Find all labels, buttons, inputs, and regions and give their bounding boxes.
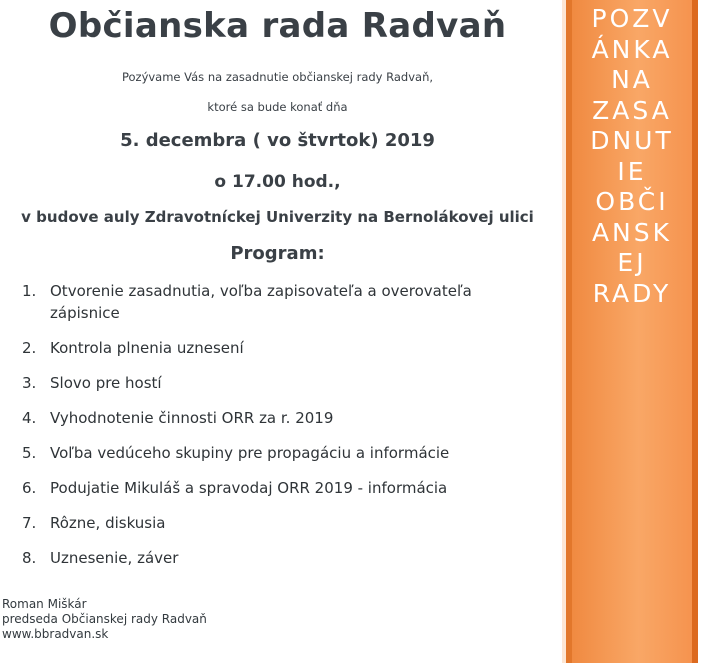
program-item-number: 5.	[22, 444, 37, 462]
sidebar-title-line: NA	[611, 65, 653, 94]
program-item-number: 6.	[22, 479, 37, 497]
program-item-text: Uznesenie, záver	[50, 549, 179, 567]
program-item-text: Rôzne, diskusia	[50, 514, 166, 532]
program-item-number: 4.	[22, 409, 37, 427]
program-item-text-continued: zápisnice	[50, 304, 120, 322]
program-item-number: 2.	[22, 339, 37, 357]
program-item	[22, 512, 542, 534]
program-item-text: Slovo pre hostí	[50, 374, 162, 392]
sidebar-title-line: EJ	[617, 248, 647, 277]
program-item	[22, 477, 542, 499]
program-item	[22, 407, 542, 429]
invitation-line-2: ktoré sa bude konať dňa	[207, 100, 348, 114]
sidebar-title	[566, 4, 698, 309]
program-item-number: 3.	[22, 374, 37, 392]
sidebar-title-line: IE	[617, 156, 647, 186]
program-item-text: Kontrola plnenia uznesení	[50, 339, 244, 357]
sidebar-title-line: OBČI	[595, 187, 669, 216]
program-item-number: 8.	[22, 549, 37, 567]
sidebar-title-line: ZASA	[592, 95, 672, 125]
program-list	[22, 280, 542, 569]
sidebar-title-line: ÁNKA	[591, 34, 673, 64]
program-item-text: Vyhodnotenie činnosti ORR za r. 2019	[50, 409, 334, 427]
program-item	[22, 547, 542, 569]
sidebar-title-line: ANSK	[591, 217, 673, 247]
program-heading: Program:	[230, 243, 325, 264]
meeting-date: 5. decembra ( vo štvrtok) 2019	[120, 130, 435, 151]
meeting-time: o 17.00 hod.,	[214, 172, 341, 192]
document-title: Občianska rada Radvaň	[48, 6, 507, 46]
program-item	[22, 280, 542, 324]
program-item-number: 7.	[22, 514, 37, 532]
signature-role: predseda Občianskej rady Radvaň	[2, 612, 207, 626]
signature-name: Roman Miškár	[2, 597, 87, 611]
invitation-line-1: Pozývame Vás na zasadnutie občianskej rady Radvaň,	[121, 70, 434, 84]
signature-block	[2, 597, 207, 642]
meeting-location: v budove auly Zdravotníckej Univerzity na Bernolákovej ulici	[21, 208, 534, 226]
program-item-text: Voľba vedúceho skupiny pre propagáciu a informácie	[50, 444, 450, 462]
program-item	[22, 372, 542, 394]
sidebar-title-line: RADY	[592, 278, 672, 308]
sidebar-title-line: POZV	[591, 4, 673, 33]
program-item-text: Otvorenie zasadnutia, voľba zapisovateľa a overovateľa	[50, 282, 472, 300]
program-item	[22, 442, 542, 464]
program-item	[22, 337, 542, 359]
sidebar-title-line: DNUT	[590, 126, 674, 155]
program-item-text: Podujatie Mikuláš a spravodaj ORR 2019 - informácia	[50, 479, 448, 497]
program-item-number: 1.	[22, 282, 37, 300]
signature-website: www.bbradvan.sk	[2, 627, 109, 641]
